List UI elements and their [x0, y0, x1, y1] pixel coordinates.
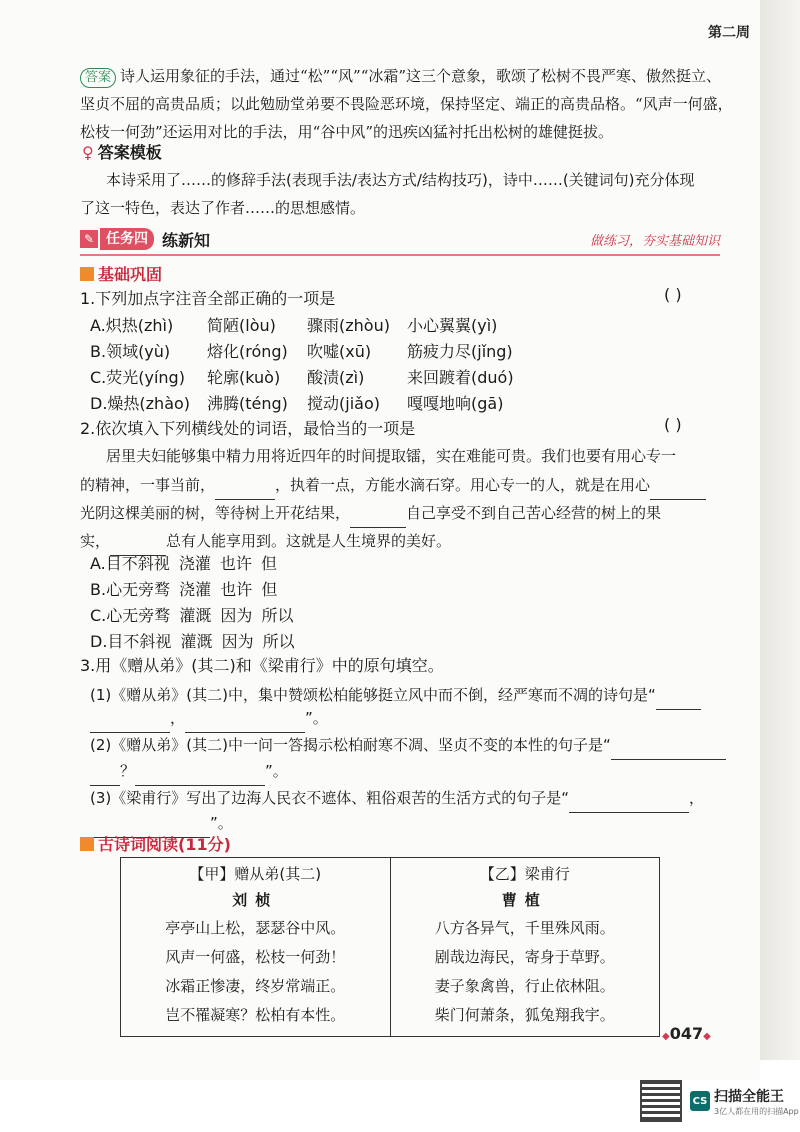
q3-blank-2a[interactable] [611, 743, 726, 760]
q2-passage-line-1: 居里夫妇能够集中精力用将近四年的时间提取镭，实在难能可贵。我们也要有用心专一 [106, 447, 677, 465]
q1-option-b-3: 吹嘘(xū) [307, 342, 372, 361]
template-line-1: 本诗采用了……的修辞手法(表现手法/表达方式/结构技巧)，诗中……(关键词句)充分体现 [106, 171, 695, 189]
task-badge: ✎ 任务四 练新知 [80, 228, 210, 250]
poem-left-author: 刘桢 [232, 891, 279, 909]
q2-option-a: A.目不斜视 浇灌 也许 但 [90, 554, 278, 573]
poem-right [390, 858, 660, 1037]
task-slogan: 做练习，夯实基础知识 [589, 234, 720, 249]
q2-option-c: C.心无旁骛 灌溉 因为 所以 [90, 606, 294, 625]
q1-option-c-4: 来回踱着(duó) [407, 368, 514, 387]
q3-blank-3a[interactable] [569, 796, 689, 813]
diamond-icon: ◆ [703, 1031, 711, 1042]
q3-item-2-line-2: ？ ”。 [90, 756, 288, 786]
q1-option-b-4: 筋疲力尽(jǐng) [407, 342, 513, 361]
q3-item-1-line-1: (1)《赠从弟》(其二)中，集中赞颂松柏能够挺立风中而不倒，经严寒而不凋的诗句是“ [90, 680, 701, 710]
question-1-stem: 1.下列加点字注音全部正确的一项是 [80, 289, 336, 308]
question-2-stem: 2.依次填入下列横线处的词语，最恰当的一项是 [80, 419, 416, 438]
q1-option-c-2: 轮廓(kuò) [207, 368, 281, 387]
poem-table [120, 857, 660, 1037]
section-poetry-heading: 古诗词阅读(11分) [80, 832, 231, 855]
page-number: ◆047◆ [662, 1024, 711, 1043]
q2-passage-line-2: 的精神，一事当前， ，执着一点，方能水滴石穿。用心专一的人，就是在用心 [80, 470, 706, 500]
poem-right-author: 曹植 [501, 891, 548, 909]
task-bar [80, 226, 720, 256]
q2-option-b: B.心无旁骛 浇灌 也许 但 [90, 580, 278, 599]
q1-option-a-2: 简陋(lòu) [207, 316, 276, 335]
page-edge [760, 0, 800, 1060]
q1-option-c-1: C.荧光(yíng) [90, 368, 185, 387]
q1-option-c-3: 酸渍(zì) [307, 368, 365, 387]
q3-item-2-line-1: (2)《赠从弟》(其二)中一问一答揭示松柏耐寒不凋、坚贞不变的本性的句子是“ [90, 730, 726, 760]
poem-right-line: 八方各异气，千里殊风雨。 [434, 919, 615, 937]
q1-option-d-1: D.燥热(zhào) [90, 394, 191, 413]
task-icon: ✎ [80, 230, 98, 248]
poem-right-line: 妻子象禽兽，行止依林阻。 [434, 977, 615, 995]
q1-option-d-2: 沸腾(téng) [207, 394, 288, 413]
poem-left-title: 【甲】赠从弟(其二) [189, 865, 322, 883]
question-3-stem: 3.用《赠从弟》(其二)和《梁甫行》中的原句填空。 [80, 656, 444, 675]
watermark-title: 扫描全能王 [714, 1088, 784, 1105]
section-basic-heading: 基础巩固 [80, 262, 162, 285]
poem-left-line: 岂不罹凝寒？松柏有本性。 [165, 1006, 346, 1024]
poem-right-line: 剧哉边海民，寄身于草野。 [434, 948, 615, 966]
question-2-answer-paren: ( ) [664, 415, 682, 434]
camscanner-logo: CS [690, 1091, 710, 1111]
template-icon: ♀ [82, 143, 94, 162]
watermark-subtitle: 3亿人都在用的扫描App [714, 1106, 799, 1116]
q1-option-d-3: 搅动(jiǎo) [307, 394, 380, 413]
q2-passage-line-4: 实， 总有人能享用到。这就是人生境界的美好。 [80, 526, 451, 556]
q1-option-b-1: B.领域(yù) [90, 342, 171, 361]
q1-option-a-1: A.炽热(zhì) [90, 316, 174, 335]
poem-left-line: 亭亭山上松，瑟瑟谷中风。 [165, 919, 346, 937]
template-heading: ♀ 答案模板 [82, 143, 162, 162]
task-title: 练新知 [162, 230, 211, 250]
poem-right-line: 柴门何萧条，狐兔翔我宇。 [434, 1006, 615, 1024]
week-tab: 第二周 [708, 25, 750, 41]
diamond-icon: ◆ [662, 1031, 670, 1042]
q2-passage-line-3: 光阴这棵美丽的树，等待树上开花结果， 自己享受不到自己苦心经营的树上的果 [80, 498, 661, 528]
section-square-icon [80, 267, 94, 281]
q3-item-3-line-1: (3)《梁甫行》写出了边海人民衣不遮体、粗俗艰苦的生活方式的句子是“ ， [90, 783, 704, 813]
q2-option-d: D.目不斜视 灌溉 因为 所以 [90, 632, 295, 651]
q3-item-1-line-2: ， ”。 [90, 703, 328, 733]
qr-code-icon [640, 1080, 682, 1122]
poem-left-line: 冰霜正惨凄，终岁常端正。 [165, 977, 346, 995]
q1-option-a-4: 小心翼翼(yì) [407, 316, 498, 335]
poem-left [121, 858, 391, 1037]
q3-blank-1a[interactable] [656, 693, 701, 710]
poem-right-title: 【乙】梁甫行 [479, 865, 570, 883]
question-1-answer-paren: ( ) [664, 285, 682, 304]
answer-line-1: 答案 诗人运用象征的手法，通过“松”“风”“冰霜”这三个意象，歌颂了松树不畏严寒、傲然挺立、 [80, 62, 721, 90]
section-square-icon [80, 837, 94, 851]
answer-badge: 答案 [80, 68, 116, 88]
template-line-2: 了这一特色，表达了作者……的思想感情。 [80, 199, 366, 217]
q1-option-a-3: 骤雨(zhòu) [307, 316, 390, 335]
q1-option-d-4: 嘎嘎地响(gā) [407, 394, 504, 413]
q3-item-3-line-2: ”。 [90, 808, 233, 838]
q1-option-b-2: 熔化(róng) [207, 342, 288, 361]
poem-left-line: 风声一何盛，松枝一何劲！ [165, 948, 346, 966]
scanner-watermark [640, 1080, 799, 1122]
answer-line-3: 松枝一何劲”还运用对比的手法，用“谷中风”的迅疾凶猛衬托出松树的雄健挺拔。 [80, 123, 614, 141]
answer-line-2: 坚贞不屈的高贵品质；以此勉励堂弟要不畏险恶环境，保持坚定、端正的高贵品格。“风声一何盛， [80, 95, 733, 113]
